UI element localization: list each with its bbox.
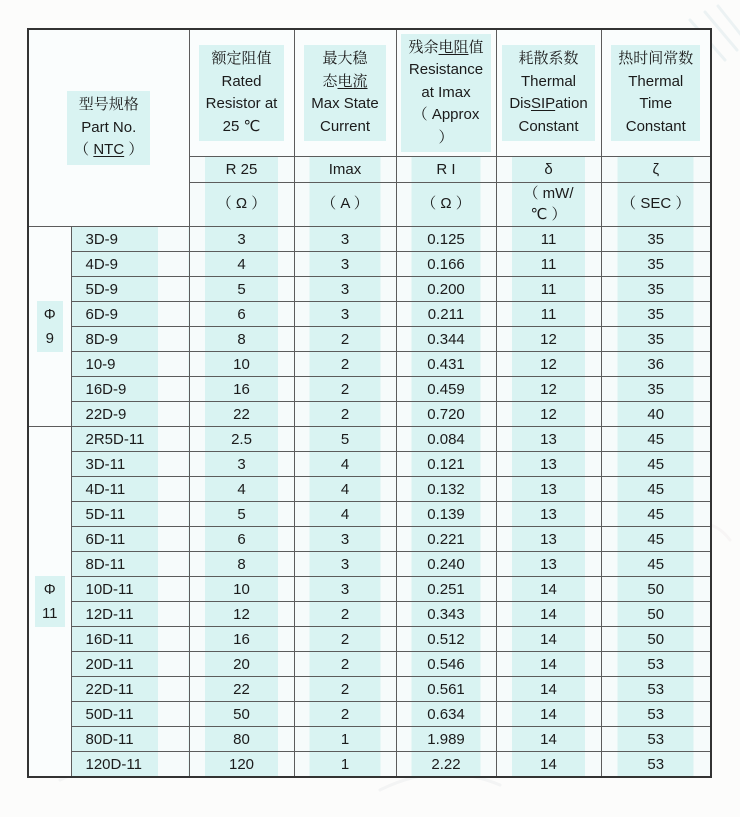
- delta-cell: 12: [496, 352, 601, 377]
- ri-cell: 0.211: [396, 302, 496, 327]
- unit-r25: （ Ω ）: [189, 183, 294, 227]
- header-dissipation-constant: 耗散系数 Thermal DisSIPation Constant: [496, 29, 601, 157]
- header-rated-resistance: 额定阻值 Rated Resistor at 25 ℃: [189, 29, 294, 157]
- ri-cell: 0.561: [396, 677, 496, 702]
- delta-cell: 14: [496, 602, 601, 627]
- table-row: [28, 277, 711, 302]
- table-row: [28, 652, 711, 677]
- part-cell: 80D-11: [71, 727, 189, 752]
- table-row: [28, 427, 711, 452]
- table-row: [28, 577, 711, 602]
- table-row: [28, 727, 711, 752]
- ri-cell: 0.221: [396, 527, 496, 552]
- zeta-cell: 53: [601, 752, 711, 778]
- imax-cell: 3: [294, 577, 396, 602]
- imax-cell: 2: [294, 627, 396, 652]
- imax-cell: 2: [294, 377, 396, 402]
- imax-cell: 4: [294, 452, 396, 477]
- delta-cell: 13: [496, 552, 601, 577]
- imax-cell: 4: [294, 502, 396, 527]
- group-label: Φ 11: [28, 427, 71, 778]
- r25-cell: 6: [189, 527, 294, 552]
- symbol-zeta: ζ: [601, 157, 711, 183]
- unit-imax: （ A ）: [294, 183, 396, 227]
- imax-cell: 3: [294, 302, 396, 327]
- imax-cell: 2: [294, 352, 396, 377]
- ri-cell: 0.459: [396, 377, 496, 402]
- table-row: [28, 527, 711, 552]
- table-row: [28, 327, 711, 352]
- table-row: [28, 352, 711, 377]
- delta-cell: 11: [496, 227, 601, 252]
- imax-cell: 2: [294, 652, 396, 677]
- table-row: [28, 477, 711, 502]
- part-cell: 10D-11: [71, 577, 189, 602]
- delta-cell: 14: [496, 627, 601, 652]
- table-row: [28, 252, 711, 277]
- r25-cell: 80: [189, 727, 294, 752]
- r25-cell: 22: [189, 677, 294, 702]
- symbol-delta: δ: [496, 157, 601, 183]
- zeta-cell: 35: [601, 302, 711, 327]
- imax-cell: 2: [294, 602, 396, 627]
- header-residual-resistance: 残余电阻值 Resistance at Imax （ Approx ）: [396, 29, 496, 157]
- table-row: [28, 602, 711, 627]
- r25-cell: 20: [189, 652, 294, 677]
- zeta-cell: 35: [601, 227, 711, 252]
- table-row: [28, 552, 711, 577]
- delta-cell: 14: [496, 702, 601, 727]
- header-part-no: [28, 29, 189, 227]
- ri-cell: 0.344: [396, 327, 496, 352]
- imax-cell: 5: [294, 427, 396, 452]
- imax-cell: 2: [294, 327, 396, 352]
- part-cell: 120D-11: [71, 752, 189, 778]
- header-row-titles: [28, 29, 711, 157]
- header-max-current: 最大稳 态电流 Max State Current: [294, 29, 396, 157]
- ri-cell: 0.546: [396, 652, 496, 677]
- r25-cell: 50: [189, 702, 294, 727]
- symbol-imax: Imax: [294, 157, 396, 183]
- ri-cell: 0.200: [396, 277, 496, 302]
- part-cell: 5D-11: [71, 502, 189, 527]
- unit-ri: （ Ω ）: [396, 183, 496, 227]
- table-row: [28, 377, 711, 402]
- symbol-ri: R I: [396, 157, 496, 183]
- imax-cell: 2: [294, 702, 396, 727]
- r25-cell: 16: [189, 377, 294, 402]
- table-row: [28, 627, 711, 652]
- zeta-cell: 50: [601, 627, 711, 652]
- table-row: [28, 402, 711, 427]
- part-cell: 16D-9: [71, 377, 189, 402]
- part-cell: 6D-9: [71, 302, 189, 327]
- delta-cell: 14: [496, 577, 601, 602]
- imax-cell: 1: [294, 752, 396, 778]
- zeta-cell: 53: [601, 702, 711, 727]
- zeta-cell: 53: [601, 652, 711, 677]
- spec-table-sheet: [27, 28, 712, 778]
- part-cell: 4D-11: [71, 477, 189, 502]
- r25-cell: 3: [189, 452, 294, 477]
- group-label: Φ 9: [28, 227, 71, 427]
- zeta-cell: 50: [601, 577, 711, 602]
- imax-cell: 3: [294, 227, 396, 252]
- ri-cell: 1.989: [396, 727, 496, 752]
- symbol-r25: R 25: [189, 157, 294, 183]
- part-no-header-en: Part No.: [81, 118, 137, 136]
- part-cell: 22D-11: [71, 677, 189, 702]
- delta-cell: 13: [496, 427, 601, 452]
- table-body: [28, 227, 711, 778]
- zeta-cell: 45: [601, 552, 711, 577]
- ri-cell: 0.431: [396, 352, 496, 377]
- ri-cell: 2.22: [396, 752, 496, 778]
- r25-cell: 8: [189, 552, 294, 577]
- ri-cell: 0.121: [396, 452, 496, 477]
- r25-cell: 16: [189, 627, 294, 652]
- r25-cell: 5: [189, 502, 294, 527]
- zeta-cell: 35: [601, 277, 711, 302]
- part-cell: 8D-9: [71, 327, 189, 352]
- part-cell: 5D-9: [71, 277, 189, 302]
- zeta-cell: 35: [601, 377, 711, 402]
- zeta-cell: 45: [601, 427, 711, 452]
- delta-cell: 14: [496, 752, 601, 778]
- r25-cell: 120: [189, 752, 294, 778]
- delta-cell: 13: [496, 452, 601, 477]
- part-no-header-cn: 型号规格: [78, 96, 139, 114]
- zeta-cell: 53: [601, 677, 711, 702]
- zeta-cell: 35: [601, 252, 711, 277]
- imax-cell: 3: [294, 277, 396, 302]
- table-row: [28, 502, 711, 527]
- r25-cell: 6: [189, 302, 294, 327]
- part-cell: 20D-11: [71, 652, 189, 677]
- delta-cell: 12: [496, 377, 601, 402]
- zeta-cell: 45: [601, 502, 711, 527]
- table-row: [28, 702, 711, 727]
- zeta-cell: 45: [601, 452, 711, 477]
- r25-cell: 4: [189, 252, 294, 277]
- r25-cell: 2.5: [189, 427, 294, 452]
- part-cell: 22D-9: [71, 402, 189, 427]
- table-row: [28, 227, 711, 252]
- delta-cell: 14: [496, 652, 601, 677]
- delta-cell: 14: [496, 677, 601, 702]
- zeta-cell: 40: [601, 402, 711, 427]
- r25-cell: 8: [189, 327, 294, 352]
- table-row: [28, 677, 711, 702]
- part-cell: 3D-11: [71, 452, 189, 477]
- ri-cell: 0.084: [396, 427, 496, 452]
- ri-cell: 0.139: [396, 502, 496, 527]
- imax-cell: 2: [294, 402, 396, 427]
- ri-cell: 0.240: [396, 552, 496, 577]
- imax-cell: 4: [294, 477, 396, 502]
- part-cell: 2R5D-11: [71, 427, 189, 452]
- ri-cell: 0.125: [396, 227, 496, 252]
- delta-cell: 12: [496, 327, 601, 352]
- ri-cell: 0.343: [396, 602, 496, 627]
- r25-cell: 5: [189, 277, 294, 302]
- delta-cell: 14: [496, 727, 601, 752]
- imax-cell: 3: [294, 252, 396, 277]
- r25-cell: 3: [189, 227, 294, 252]
- delta-cell: 11: [496, 302, 601, 327]
- delta-cell: 12: [496, 402, 601, 427]
- part-cell: 3D-9: [71, 227, 189, 252]
- imax-cell: 3: [294, 552, 396, 577]
- zeta-cell: 35: [601, 327, 711, 352]
- delta-cell: 11: [496, 252, 601, 277]
- zeta-cell: 50: [601, 602, 711, 627]
- part-no-header-ntc: （ NTC ）: [74, 141, 144, 159]
- delta-cell: 13: [496, 477, 601, 502]
- part-cell: 12D-11: [71, 602, 189, 627]
- part-cell: 50D-11: [71, 702, 189, 727]
- table-row: [28, 452, 711, 477]
- r25-cell: 12: [189, 602, 294, 627]
- ntc-spec-table: [27, 28, 712, 778]
- part-cell: 4D-9: [71, 252, 189, 277]
- zeta-cell: 53: [601, 727, 711, 752]
- ri-cell: 0.251: [396, 577, 496, 602]
- r25-cell: 10: [189, 352, 294, 377]
- part-no-header-highlight: [67, 91, 150, 165]
- part-cell: 6D-11: [71, 527, 189, 552]
- ri-cell: 0.720: [396, 402, 496, 427]
- header-thermal-time-constant: 热时间常数 Thermal Time Constant: [601, 29, 711, 157]
- delta-cell: 11: [496, 277, 601, 302]
- part-cell: 16D-11: [71, 627, 189, 652]
- unit-zeta: （ SEC ）: [601, 183, 711, 227]
- r25-cell: 10: [189, 577, 294, 602]
- imax-cell: 3: [294, 527, 396, 552]
- ri-cell: 0.132: [396, 477, 496, 502]
- ri-cell: 0.166: [396, 252, 496, 277]
- table-row: [28, 752, 711, 778]
- part-cell: 10-9: [71, 352, 189, 377]
- delta-cell: 13: [496, 527, 601, 552]
- part-cell: 8D-11: [71, 552, 189, 577]
- zeta-cell: 36: [601, 352, 711, 377]
- imax-cell: 1: [294, 727, 396, 752]
- imax-cell: 2: [294, 677, 396, 702]
- ri-cell: 0.512: [396, 627, 496, 652]
- zeta-cell: 45: [601, 477, 711, 502]
- ri-cell: 0.634: [396, 702, 496, 727]
- r25-cell: 22: [189, 402, 294, 427]
- delta-cell: 13: [496, 502, 601, 527]
- table-row: [28, 302, 711, 327]
- r25-cell: 4: [189, 477, 294, 502]
- zeta-cell: 45: [601, 527, 711, 552]
- unit-delta: （ mW/ ℃ ）: [496, 183, 601, 227]
